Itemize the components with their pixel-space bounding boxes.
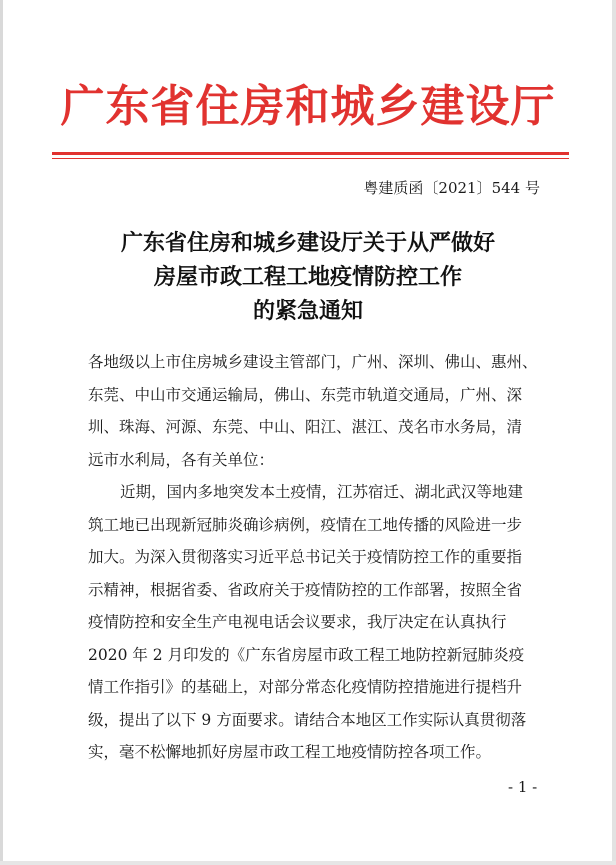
body-line: 加大。为深入贯彻落实习近平总书记关于疫情防控工作的重要指	[88, 548, 523, 566]
letterhead-red-rule-thin	[52, 158, 569, 159]
letterhead-red-rule-thick	[52, 152, 569, 155]
body-line: 实，毫不松懈地抓好房屋市政工程工地疫情防控各项工作。	[88, 743, 492, 761]
title-line-1: 广东省住房和城乡建设厅关于从严做好	[120, 231, 495, 256]
letterhead-title: 广东省住房和城乡建设厅	[60, 81, 556, 132]
body-line: 远市水利局，各有关单位：	[88, 450, 275, 469]
body-line: 级，提出了以下 9 方面要求。请结合本地区工作实际认真贯彻落	[88, 710, 527, 729]
body-line: 筑工地已出现新冠肺炎确诊病例，疫情在工地传播的风险进一步	[88, 515, 523, 534]
body-line: 2020 年 2 月印发的《广东省房屋市政工程工地防控新冠肺炎疫	[88, 645, 525, 664]
title-line-2: 房屋市政工程工地疫情防控工作	[153, 265, 462, 290]
body-line: 情工作指引》的基础上，对部分常态化疫情防控措施进行提档升	[88, 678, 523, 696]
title-line-3: 的紧急通知	[252, 299, 363, 324]
page-number: - 1 -	[508, 778, 538, 796]
notice-title	[0, 227, 616, 329]
addressee-paragraph	[88, 346, 544, 476]
intro-paragraph	[88, 476, 544, 769]
body-line: 近期，国内多地突发本土疫情，江苏宿迁、湖北武汉等地建	[120, 483, 524, 501]
notice-body	[88, 346, 544, 769]
body-line: 各地级以上市住房城乡建设主管部门，广州、深圳、佛山、惠州、	[88, 353, 538, 371]
scan-edge-bottom	[0, 861, 616, 865]
body-line: 示精神，根据省委、省政府关于疫情防控的工作部署，按照全省	[88, 580, 523, 599]
body-line: 圳、珠海、河源、东莞、中山、阳江、湛江、茂名市水务局，清	[88, 418, 523, 436]
body-line: 疫情防控和安全生产电视电话会议要求，我厅决定在认真执行	[88, 613, 507, 631]
body-line: 东莞、中山市交通运输局，佛山、东莞市轨道交通局，广州、深	[88, 385, 523, 404]
document-number: 粤建质函〔2021〕544 号	[363, 179, 540, 197]
